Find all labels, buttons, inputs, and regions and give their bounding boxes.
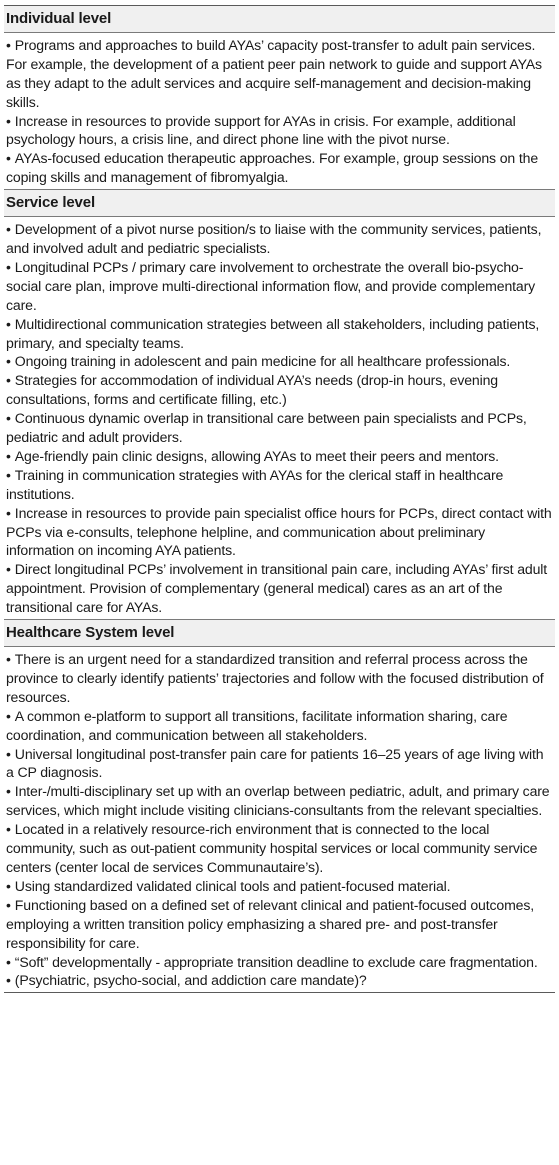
- bullet-icon: •: [6, 353, 11, 370]
- list-item-text: (Psychiatric, psycho-social, and addiction care mandate)?: [14, 972, 367, 989]
- list-item: [6, 820, 553, 877]
- bullet-icon: •: [6, 783, 11, 800]
- list-item-text: Direct longitudinal PCPs’ involvement in transitional pain care, including AYAs’ first adult appointment. Provision of complementary (general medical) cares as an art of the transitional care for AYAs.: [6, 561, 548, 616]
- section-healthcare-system-level: [4, 620, 555, 992]
- list-item: [6, 650, 553, 707]
- list-item: [6, 112, 553, 150]
- list-item: [6, 745, 553, 783]
- bullet-icon: •: [6, 972, 11, 989]
- bullet-icon: •: [6, 221, 11, 238]
- list-item-text: “Soft” developmentally - appropriate transition deadline to exclude care fragmentation.: [14, 953, 538, 970]
- list-item-text: Universal longitudinal post-transfer pain care for patients 16–25 years of age living with a CP diagnosis.: [6, 745, 544, 781]
- bullet-icon: •: [6, 447, 11, 464]
- list-item: [6, 877, 553, 896]
- section-individual-level: [4, 6, 555, 189]
- list-item: [6, 447, 553, 466]
- list-item-text: AYAs-focused education therapeutic approaches. For example, group sessions on the coping skills and management of fibromyalgia.: [6, 150, 539, 186]
- bullet-icon: •: [6, 112, 11, 129]
- list-item: [6, 707, 553, 745]
- list-item: [6, 782, 553, 820]
- bullet-icon: •: [6, 466, 11, 483]
- bullet-icon: •: [6, 821, 11, 838]
- list-item: [6, 149, 553, 187]
- list-item-text: Development of a pivot nurse position/s to liaise with the community services, patients, and involved adult and pediatric specialists.: [6, 221, 542, 256]
- bullet-icon: •: [6, 36, 11, 53]
- bullet-icon: •: [6, 504, 11, 521]
- bullet-icon: •: [6, 150, 11, 167]
- bullet-icon: •: [6, 258, 11, 275]
- list-item: [6, 896, 553, 953]
- recommendations-table: [0, 5, 559, 1165]
- list-item: [6, 258, 553, 315]
- bullet-icon: •: [6, 877, 11, 894]
- list-item-text: Using standardized validated clinical tools and patient-focused material.: [14, 877, 451, 894]
- bullet-list: [4, 217, 555, 619]
- list-item: [6, 504, 553, 561]
- bullet-icon: •: [6, 315, 11, 332]
- bullet-icon: •: [6, 953, 11, 970]
- list-item-text: Age-friendly pain clinic designs, allowing AYAs to meet their peers and mentors.: [14, 447, 499, 464]
- bullet-icon: •: [6, 410, 11, 427]
- bullet-icon: •: [6, 651, 11, 667]
- list-item-text: Functioning based on a defined set of relevant clinical and patient-focused outcomes, employing a written transition policy emphasizing a shared pre- and post-transfer responsibility for care.: [6, 896, 535, 951]
- section-heading: Healthcare System level: [4, 620, 555, 646]
- list-item: [6, 352, 553, 371]
- list-item: [6, 560, 553, 617]
- list-item: [6, 466, 553, 504]
- list-item: [6, 36, 553, 112]
- bullet-icon: •: [6, 745, 11, 762]
- list-item: [6, 409, 553, 447]
- list-item-text: Increase in resources to provide support for AYAs in crisis. For example, additional psychology hours, a crisis line, and direct phone line with the pivot nurse.: [6, 112, 516, 148]
- list-item-text: Ongoing training in adolescent and pain medicine for all healthcare professionals.: [14, 353, 511, 370]
- section-heading: Individual level: [4, 6, 555, 32]
- section-service-level: [4, 190, 555, 619]
- bullet-icon: •: [6, 707, 11, 724]
- list-item-text: Strategies for accommodation of individual AYA’s needs (drop-in hours, evening consultations, forms and certificate filling, etc.): [6, 372, 498, 408]
- section-heading: Service level: [4, 190, 555, 216]
- bullet-icon: •: [6, 561, 11, 578]
- list-item: [6, 220, 553, 258]
- list-item: [6, 953, 553, 972]
- list-item-text: There is an urgent need for a standardized transition and referral process across the province to clearly identify patients’ trajectories and follow with the focused distribution of resources.: [6, 651, 544, 705]
- bullet-list: [4, 33, 555, 189]
- list-item-text: A common e-platform to support all transitions, facilitate information sharing, care coordination, and communication between all stakeholders.: [6, 707, 508, 743]
- list-item-text: Training in communication strategies with AYAs for the clerical staff in healthcare institutions.: [6, 466, 504, 502]
- list-item-text: Continuous dynamic overlap in transitional care between pain specialists and PCPs, pediatric and adult providers.: [6, 410, 527, 446]
- list-item: [6, 315, 553, 353]
- list-item-text: Inter-/multi-disciplinary set up with an overlap between pediatric, adult, and primary care services, which might include visiting clinicians-consultants from the relevant specialties.: [6, 783, 550, 819]
- table-bottom-rule: [4, 992, 555, 993]
- list-item-text: Increase in resources to provide pain specialist office hours for PCPs, direct contact with PCPs via e-consults, telephone helpline, and communication about preliminary information on incoming AYA patients.: [6, 504, 552, 559]
- bullet-icon: •: [6, 896, 11, 913]
- list-item-text: Located in a relatively resource-rich environment that is connected to the local community, such as out-patient community hospital services or local community service centers (center local de services Communautaire’s).: [6, 821, 538, 875]
- list-item-text: Longitudinal PCPs / primary care involvement to orchestrate the overall bio-psycho-social care plan, improve multi-directional information flow, and provide complementary care.: [6, 258, 536, 313]
- list-item: [6, 971, 553, 990]
- list-item-text: Programs and approaches to build AYAs’ capacity post-transfer to adult pain services. For example, the development of a patient peer pain network to guide and support AYAs as they adapt to the adult services and acquire self-management and decision-making skills.: [6, 36, 542, 110]
- list-item-text: Multidirectional communication strategies between all stakeholders, including patients, primary, and specialty teams.: [6, 315, 540, 351]
- bullet-list: [4, 647, 555, 992]
- bullet-icon: •: [6, 372, 11, 389]
- list-item: [6, 371, 553, 409]
